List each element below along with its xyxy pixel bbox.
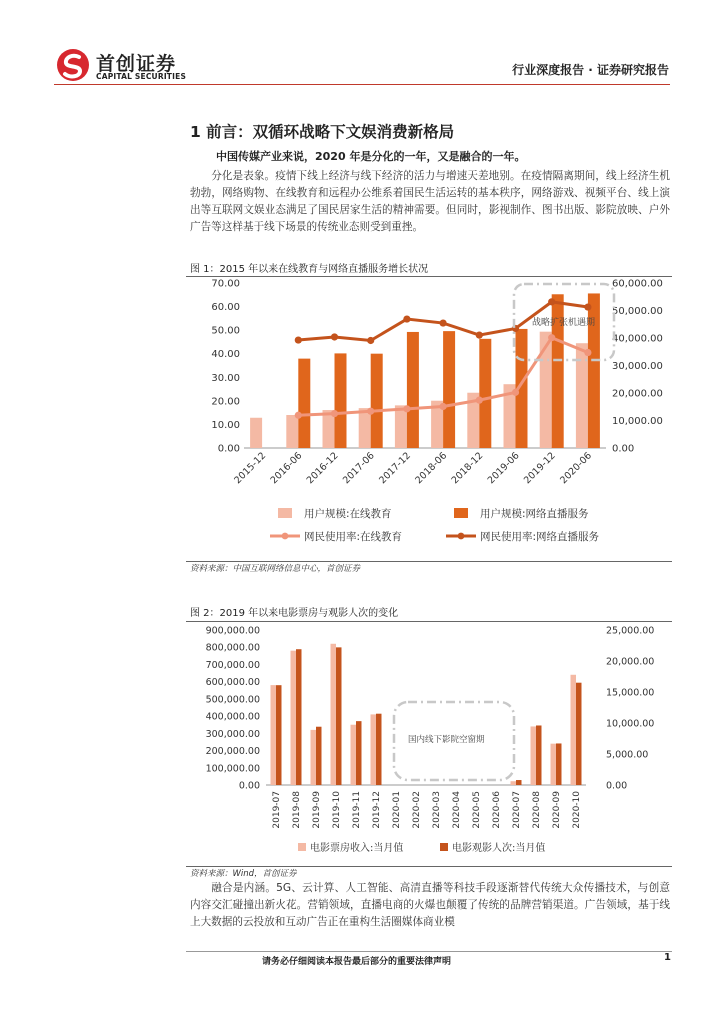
line-point: [584, 303, 591, 310]
line-point: [440, 403, 447, 410]
bar: [250, 418, 262, 448]
bar: [316, 727, 322, 785]
bar: [479, 339, 491, 448]
figure2-chart: [186, 622, 672, 866]
legend-label: 用户规模:在线教育: [304, 508, 392, 520]
right-axis-tick-label: 10,000.00: [606, 718, 655, 730]
line-point: [295, 412, 302, 419]
figure1-source: 资料来源：中国互联网络信息中心，首创证券: [190, 564, 361, 574]
x-tick-label: 2017-12: [377, 450, 414, 487]
x-tick-label: 2015-12: [232, 450, 269, 487]
x-tick-label: 2019-12: [521, 450, 558, 487]
bar: [276, 685, 282, 785]
annotation-label: 战略扩张机遇期: [532, 318, 596, 328]
x-tick-label: 2020-08: [532, 791, 542, 829]
right-axis-tick-label: 5,000.00: [606, 749, 649, 761]
bar: [571, 675, 577, 785]
legend-label: 电影票房收入:当月值: [310, 843, 404, 854]
bar: [286, 415, 298, 448]
x-tick-label: 2020-05: [472, 791, 482, 829]
bar: [356, 721, 362, 785]
x-tick-label: 2020-01: [392, 791, 402, 829]
x-tick-label: 2018-06: [413, 450, 450, 487]
legend-point-swatch: [458, 533, 465, 540]
x-tick-label: 2016-12: [304, 450, 341, 487]
figure2-title: 图 2：2019 年以来电影票房与观影人次的变化: [190, 608, 399, 619]
left-axis-tick-label: 400,000.00: [205, 711, 260, 723]
bar: [296, 649, 302, 785]
bar: [335, 353, 347, 448]
lead-sentence: 中国传媒产业来说，2020 年是分化的一年，又是融合的一年。: [216, 150, 526, 163]
bar: [531, 726, 537, 785]
bar: [551, 744, 557, 785]
left-axis-tick-label: 800,000.00: [205, 642, 260, 654]
x-tick-label: 2016-06: [268, 450, 305, 487]
line-point: [584, 349, 591, 356]
header-rule: [54, 84, 670, 85]
paragraph-1: 分化是表象。疫情下线上经济与线下经济的活力与增速天差地别。在疫情隔离期间，线上经济生机勃勃，网络购物、在线教育和远程办公维系着国民生活运转的基本秩序，网络游戏、视频平台、线上演出等互联网文娱业态满足了国民居家生活的精神需要。但同时，影视制作、图书出版、影院放映、户外广告等这样基于线下场景的传统业态则受到重挫。: [190, 170, 670, 233]
left-axis-tick-label: 100,000.00: [205, 763, 260, 775]
legend-point-swatch: [282, 533, 289, 540]
line-point: [331, 333, 338, 340]
bar: [331, 644, 337, 785]
line-point: [440, 319, 447, 326]
left-axis-tick-label: 0.00: [217, 443, 240, 455]
line-point: [476, 397, 483, 404]
x-tick-label: 2020-10: [572, 791, 582, 829]
legend-swatch: [454, 508, 468, 518]
bar: [351, 725, 357, 785]
brand-name-en: CAPITAL SECURITIES: [96, 72, 187, 81]
legend-swatch: [298, 843, 306, 851]
x-tick-label: 2020-09: [552, 791, 562, 829]
bar: [376, 714, 382, 785]
x-tick-label: 2019-09: [312, 791, 322, 829]
bar: [511, 781, 517, 785]
left-axis-tick-label: 700,000.00: [205, 659, 260, 671]
x-tick-label: 2019-06: [485, 450, 522, 487]
left-axis-tick-label: 30.00: [211, 372, 240, 384]
section-title: 1 前言：双循环战略下文娱消费新格局: [190, 123, 455, 141]
left-axis-tick-label: 50.00: [211, 325, 240, 337]
line-point: [295, 336, 302, 343]
legend-label: 网民使用率:在线教育: [304, 531, 403, 543]
left-axis-tick-label: 900,000.00: [205, 625, 260, 637]
x-tick-label: 2020-06: [558, 450, 595, 487]
right-axis-tick-label: 10,000.00: [612, 416, 663, 427]
left-axis-tick-label: 70.00: [211, 278, 240, 290]
bar: [516, 780, 522, 785]
x-tick-label: 2019-08: [292, 791, 302, 829]
brand-name-cn: 首创证券: [96, 53, 177, 75]
bar: [407, 332, 419, 448]
left-axis-tick-label: 300,000.00: [205, 728, 260, 740]
right-axis-tick-label: 0.00: [606, 780, 628, 792]
left-axis-tick-label: 500,000.00: [205, 694, 260, 706]
figure1-chart: [186, 277, 672, 560]
bar: [336, 647, 342, 785]
line-point: [367, 408, 374, 415]
paragraph-2: 融合是内涵。5G、云计算、人工智能、高清直播等科技手段逐渐替代传统大众传播技术，与创意内容交汇碰撞出新火花。营销领域，直播电商的火爆也颠覆了传统的品牌营销渠道。广告领域，基于线上大数据的云投放和互动广告正在重构生活圈媒体商业模: [190, 882, 670, 928]
bar: [298, 359, 310, 448]
bar: [271, 685, 277, 785]
footer-disclaimer: 请务必仔细阅读本报告最后部分的重要法律声明: [262, 957, 452, 967]
bar: [311, 730, 317, 785]
right-axis-tick-label: 20,000.00: [612, 388, 663, 400]
line-point: [548, 298, 555, 305]
line-point: [548, 334, 555, 341]
x-tick-label: 2020-07: [512, 791, 522, 829]
page-number: 1: [664, 952, 671, 963]
left-axis-tick-label: 60.00: [211, 302, 240, 314]
footer-rule: [186, 951, 672, 952]
legend-label: 用户规模:网络直播服务: [480, 508, 589, 520]
x-tick-label: 2020-06: [492, 791, 502, 829]
right-axis-tick-label: 50,000.00: [612, 306, 663, 317]
bar: [371, 714, 377, 785]
bar: [576, 683, 582, 785]
line-point: [512, 389, 519, 396]
x-tick-label: 2019-11: [352, 791, 362, 829]
bar: [536, 725, 542, 785]
x-tick-label: 2017-06: [340, 450, 377, 487]
company-logo-icon: [56, 48, 90, 82]
right-axis-tick-label: 0.00: [612, 443, 635, 455]
right-axis-tick-label: 25,000.00: [606, 625, 655, 637]
right-axis-tick-label: 60,000.00: [612, 278, 663, 290]
legend-swatch: [440, 843, 448, 851]
left-axis-tick-label: 0.00: [238, 780, 260, 792]
x-tick-label: 2019-10: [332, 791, 342, 829]
line-point: [331, 410, 338, 417]
left-axis-tick-label: 600,000.00: [205, 677, 260, 689]
line-point: [403, 405, 410, 412]
left-axis-tick-label: 40.00: [211, 349, 240, 361]
bar: [443, 331, 455, 448]
bar: [556, 743, 562, 785]
legend-label: 网民使用率:网络直播服务: [480, 531, 600, 543]
legend-label: 电影观影人次:当月值: [452, 843, 546, 854]
right-axis-tick-label: 30,000.00: [612, 361, 663, 372]
bar: [371, 354, 383, 448]
legend-swatch: [278, 508, 292, 518]
left-axis-tick-label: 10.00: [211, 419, 240, 431]
x-tick-label: 2019-12: [372, 791, 382, 829]
figure2-source: 资料来源：Wind，首创证券: [190, 869, 297, 879]
annotation-label: 国内线下影院空窗期: [408, 735, 485, 745]
line-point: [367, 337, 374, 344]
bar: [291, 651, 297, 785]
x-tick-label: 2020-03: [432, 791, 442, 829]
right-axis-tick-label: 20,000.00: [606, 656, 655, 668]
x-tick-label: 2020-04: [452, 791, 462, 829]
x-tick-label: 2018-12: [449, 450, 486, 487]
bar: [588, 293, 600, 448]
x-tick-label: 2019-07: [272, 791, 282, 829]
line-point: [476, 331, 483, 338]
x-tick-label: 2020-02: [412, 791, 422, 829]
left-axis-tick-label: 200,000.00: [205, 746, 260, 758]
document-type: 行业深度报告 · 证券研究报告: [512, 63, 669, 77]
left-axis-tick-label: 20.00: [211, 396, 240, 408]
right-axis-tick-label: 15,000.00: [606, 687, 655, 699]
figure1-title: 图 1：2015 年以来在线教育与网络直播服务增长状况: [190, 264, 429, 275]
right-axis-tick-label: 40,000.00: [612, 333, 663, 345]
line-point: [403, 315, 410, 322]
